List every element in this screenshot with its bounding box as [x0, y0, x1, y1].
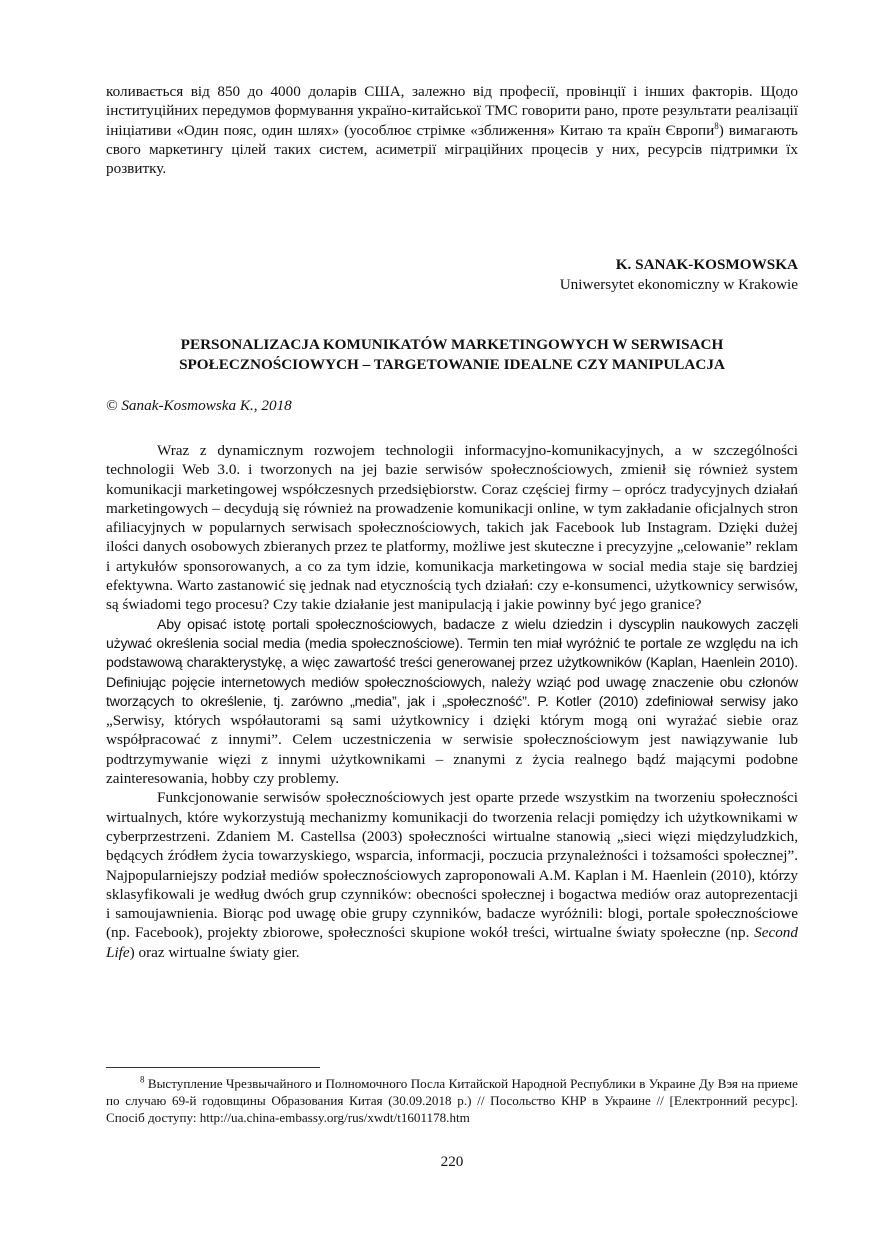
author-affiliation: Uniwersytet ekonomiczny w Krakowie	[559, 275, 798, 293]
footnote: $^8$ Выступление Чрезвычайного и Полномочного Посла Китайской Народной Республики в Украине Ду Вэя на приеме по случаю 69-й годовщины Образования Китая (30.09.2018 р.) // Посольство КНР в Украине // [Електронний ресурс]. Спосіб доступу: http://ua.china-embassy.org/rus/xwdt/t1601178.htm	[106, 1074, 798, 1125]
footnote-separator	[106, 1067, 320, 1068]
paragraph-1: Wraz z dynamicznym rozwojem technologii informacyjno-komunikacyjnych, a w szczególności technologii Web 3.0. i tworzonych na jej bazie serwisów społecznościowych, zmienił się również system komunikacji marketingowej współczesnych przedsiębiorstw. Coraz częściej firmy – oprócz tradycyjnych działań marketingowych – decydują się również na prowadzenie komunikacji online, w tym zakładanie oficjalnych stron afiliacyjnych w popularnych serwisach społecznościowych, takich jak Facebook lub Instagram. Dzięki dużej ilości danych osobowych zbieranych przez te platformy, możliwe jest skuteczne i precyzyjne „celowanie” reklam i artykułów sponsorowanych, a co za tym idzie, komunikacja marketingowa w social media staje się bardziej efektywna. Warto zastanowić się jednak nad etycznością tych działań: czy e-konsumenci, użytkownicy serwisów, są świadomi tego procesu? Czy takie działanie jest manipulacją i jakie powinny być jego granice?	[106, 442, 798, 614]
footnote-reference[interactable]: 8	[714, 120, 719, 131]
footnote-number: 8	[140, 1074, 145, 1085]
page-number: 220	[440, 1153, 464, 1170]
previous-article-ending: коливається від 850 до 4000 доларів США, залежно від професії, провінції і інших факторів. Щодо інституційних передумов формування україно-китайської ТМС говорити рано, проте результати реалізації ініціативи «Один пояс, один шлях» (уособлює стрімке «зближення» Китаю та країн Європи$^8$) вимагають свого маркетингу цілей таких систем, асиметрії міграційних процесів у них, ресурсів підтримки їх розвитку.	[106, 83, 798, 178]
paragraph-3: Funkcjonowanie serwisów społecznościowych jest oparte przede wszystkim na tworzeniu społeczności wirtualnych, które wykorzystują mechanizmy komunikacji do tworzenia relacji pomiędzy ich użytkownikami w cyberprzestrzeni. Zdaniem M. Castellsa (2003) społeczności wirtualne stanowią „sieci więzi międzyludzkich, będących źródłem życia towarzyskiego, wsparcia, informacji, poczucia przynależności i tożsamości społecznej”. Najpopularniejszy podział mediów społecznościowych zaproponowali A.M. Kaplan i M. Haenlein (2010), którzy sklasyfikowali je według dwóch grup czynników: obecności społecznej i bogactwa mediów oraz autoprezentacji i samoujawnienia. Biorąc pod uwagę obie grupy czynników, badacze wyróżnili: blogi, portale społecznościowe (np. Facebook), projekty zbiorowe, społeczności skupione wokół treści, wirtualne światy społeczne (np. Second Life) oraz wirtualne światy gier.	[106, 789, 798, 961]
paragraph-2: Aby opisać istotę portali społecznościowych, badacze z wielu dziedzin i dyscyplin naukowych zaczęli używać określenia social media (media społecznościowe). Termin ten miał wyróżnić te portale ze względu na ich podstawową charakterystykę, a więc zawartość treści generowanej przez użytkowników (Kaplan, Haenlein 2010). Definiując pojęcie internetowych mediów społecznościowych, należy wziąć pod uwagę znaczenie obu członów tworzących to określenie, tj. zarówno „media”, jak i „społeczność”. P. Kotler (2010) zdefiniował serwisy jako „Serwisy, których współautorami są sami użytkownicy i dzięki którym mogą oni wyrażać siebie oraz współpracować z innymi”. Celem uczestniczenia w serwisie społecznościowym jest nawiązywanie lub podtrzymywanie więzi z innymi użytkownikami – znanymi z życia realnego bądź mającymi podobne zainteresowania, hobby czy problemy.	[106, 615, 798, 788]
author-name: K. SANAK-KOSMOWSKA	[615, 256, 798, 273]
author-block	[560, 255, 798, 294]
article-body	[106, 441, 798, 962]
article-title: PERSONALIZACJA KOMUNIKATÓW MARKETINGOWYCH W SERWISACH SPOŁECZNOŚCIOWYCH – TARGETOWANIE IDEALNE CZY MANIPULACJA	[179, 336, 725, 373]
copyright-line: © Sanak-Kosmowska K., 2018	[106, 397, 292, 414]
